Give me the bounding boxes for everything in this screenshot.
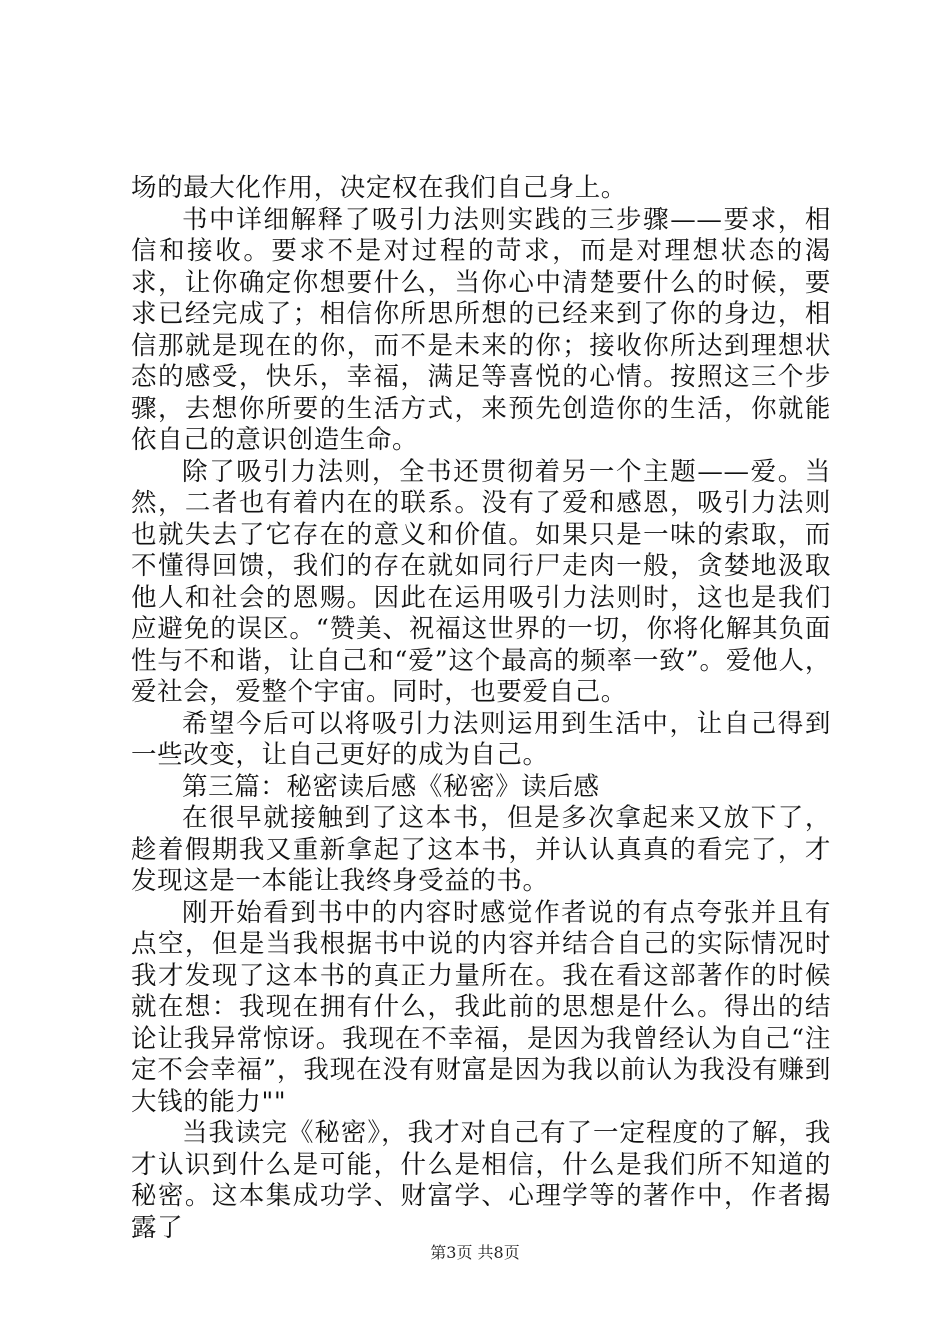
section-heading: 第三篇：秘密读后感《秘密》读后感: [182, 771, 600, 802]
paragraph-7: 当我读完《秘密》，我才对自己有了一定程度的了解，我才认识到什么是可能，什么是相信，什么是我们所不知道的秘密。这本集成功学、财富学、心理学等的著作中，作者揭露了: [131, 1118, 831, 1243]
document-body: [131, 173, 831, 1244]
page-footer: 第3页 共8页: [430, 1243, 520, 1262]
paragraph-1: 场的最大化作用，决定权在我们自己身上。: [131, 173, 627, 203]
paragraph-6: 刚开始看到书中的内容时感觉作者说的有点夸张并且有点空，但是当我根据书中说的内容并结合自己的实际情况时我才发现了这本书的真正力量所在。我在看这部著作的时候就在想：我现在拥有什么，我此前的思想是什么。得出的结论让我异常惊讶。我现在不幸福，是因为我曾经认为自己“注定不会幸福”，我现在没有财富是因为我以前认为我没有赚到大钱的能力"": [131, 897, 831, 1117]
paragraph-3: 除了吸引力法则，全书还贯彻着另一个主题——爱。当然，二者也有着内在的联系。没有了爱和感恩，吸引力法则也就失去了它存在的意义和价值。如果只是一味的索取，而不懂得回馈，我们的存在就如同行尸走肉一般，贪婪地汲取他人和社会的恩赐。因此在运用吸引力法则时，这也是我们应避免的误区。“赞美、祝福这世界的一切，你将化解其负面性与不和谐，让自己和“爱”这个最高的频率一致”。爱他人，爱社会，爱整个宇宙。同时，也要爱自己。: [131, 456, 831, 707]
paragraph-2: 书中详细解释了吸引力法则实践的三步骤——要求，相信和接收。要求不是对过程的苛求，而是对理想状态的渴求，让你确定你想要什么，当你心中清楚要什么的时候，要求已经完成了；相信你所思所想的已经来到了你的身边，相信那就是现在的你，而不是未来的你；接收你所达到理想状态的感受，快乐，幸福，满足等喜悦的心情。按照这三个步骤，去想你所要的生活方式，来预先创造你的生活，你就能依自己的意识创造生命。: [131, 204, 831, 455]
paragraph-5: 在很早就接触到了这本书，但是多次拿起来又放下了，趁着假期我又重新拿起了这本书，并认认真真的看完了，才发现这是一本能让我终身受益的书。: [131, 803, 831, 896]
paragraph-4: 希望今后可以将吸引力法则运用到生活中，让自己得到一些改变，让自己更好的成为自己。: [131, 708, 831, 770]
